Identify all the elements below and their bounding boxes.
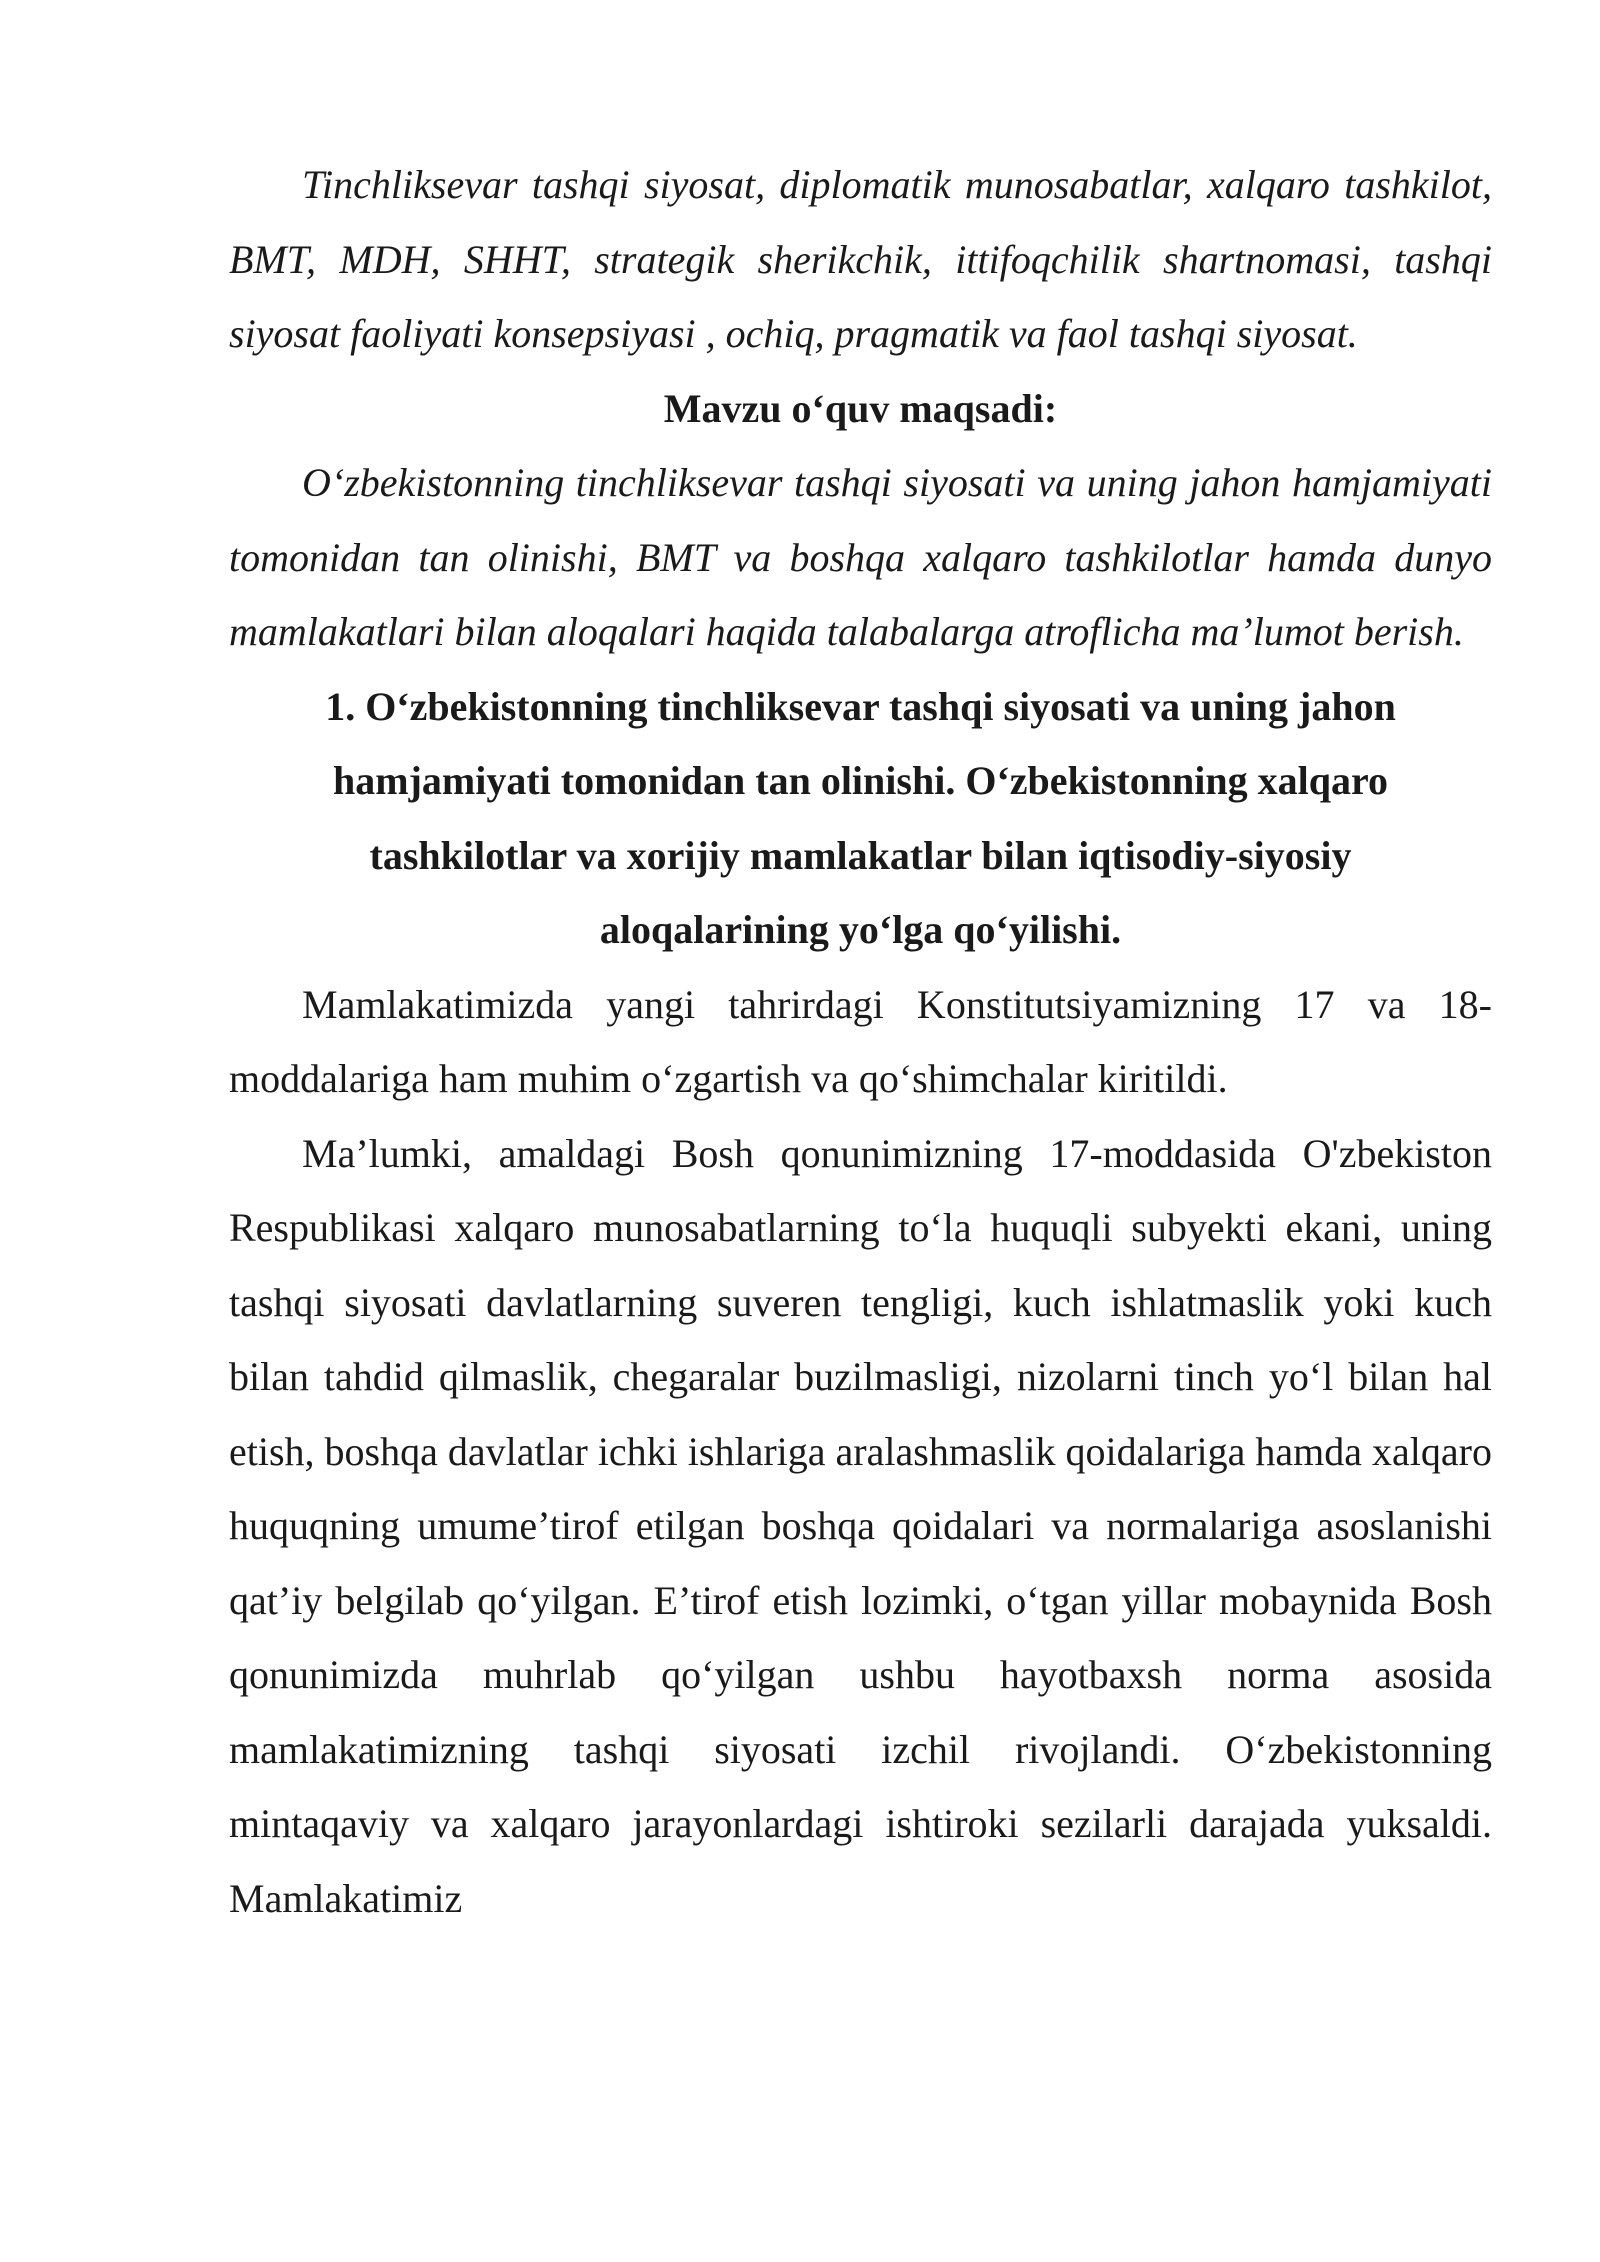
- body-paragraph-1: Mamlakatimizda yangi tahrirdagi Konstitutsiyamizning 17 va 18-moddalariga ham muhim o‘zgartish va qo‘shimchalar kiritildi.: [229, 981, 1492, 1101]
- goal-paragraph: O‘zbekistonning tinchliksevar tashqi siyosati va uning jahon hamjamiyati tomonidan tan olinishi, BMT va boshqa xalqaro tashkilotlar hamda dunyo mamlakatlari bilan aloqalari haqida talabalarga atroflicha ma’lumot berish.: [229, 460, 1492, 654]
- keywords-paragraph: Tinchliksevar tashqi siyosat, diplomatik munosabatlar, xalqaro tashkilot, BMT, MDH, SHHT, strategik sherikchik, ittifoqchilik shartnomasi, tashqi siyosat faoliyati konsepsiyasi , ochiq, pragmatik va faol tashqi siyosat.: [229, 162, 1492, 356]
- body-paragraph-2: Ma’lumki, amaldagi Bosh qonunimizning 17-moddasida O'zbekiston Respublikasi xalqaro munosabatlarning to‘la huquqli subyekti ekani, uning tashqi siyosati davlatlarning suveren tengligi, kuch ishlatmaslik yoki kuch bilan tahdid qilmaslik, chegaralar buzilmasligi, nizolarni tinch yo‘l bilan hal etish, boshqa davlatlar ichki ishlariga aralashmaslik qoidalariga hamda xalqaro huquqning umume’tirof etilgan boshqa qoidalari va normalariga asoslanishi qat’iy belgilab qo‘yilgan. E’tirof etish lozimki, o‘tgan yillar mobaynida Bosh qonunimizda muhrlab qo‘yilgan ushbu hayotbaxsh norma asosida mamlakatimizning tashqi siyosati izchil rivojlandi. O‘zbekistonning mintaqaviy va xalqaro jarayonlardagi ishtiroki sezilarli darajada yuksaldi. Mamlakatimiz: [229, 1130, 1492, 1921]
- goal-heading: Mavzu o‘quv maqsadi:: [663, 385, 1058, 431]
- document-page: [229, 148, 1492, 1936]
- section-heading: 1. O‘zbekistonning tinchliksevar tashqi siyosati va uning jahon hamjamiyati tomonidan tan olinishi. O‘zbekistonning xalqaro tashkilotlar va xorijiy mamlakatlar bilan iqtisodiy-siyosiy aloqalarining yo‘lga qo‘yilishi.: [325, 683, 1396, 952]
